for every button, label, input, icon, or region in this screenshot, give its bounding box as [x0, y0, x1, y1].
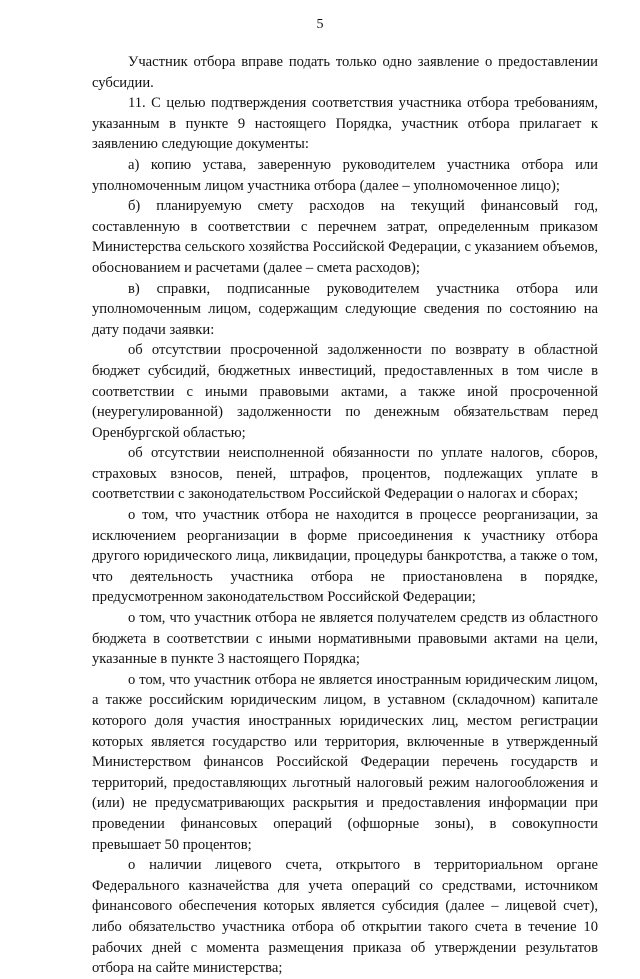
- paragraph-clause-11-intro: 11. С целью подтверждения соответствия участника отбора требованиям, указанным в пункте 9 настоящего Порядка, участник отбора прилагает к заявлению следующие документы:: [92, 95, 598, 153]
- paragraph-not-budget-recipient: о том, что участник отбора не является получателем средств из областного бюджета в соответствии с иными нормативными правовыми актами на цели, указанные в пункте 3 настоящего Порядка;: [92, 610, 598, 668]
- paragraph-no-tax-arrears: об отсутствии неисполненной обязанности по уплате налогов, сборов, страховых взносов, пеней, штрафов, процентов, подлежащих уплате в соответствии с законодательством Российской Федерации о налогах и сборах;: [92, 445, 598, 503]
- paragraph-no-reorganization: о том, что участник отбора не находится в процессе реорганизации, за исключением реорганизации в форме присоединения к участнику отбора другого юридического лица, ликвидации, процедуры банкротства, а также о том, что деятельность участника отбора не приостановлена в порядке, предусмотренном законодательством Российской Федерации;: [92, 507, 598, 606]
- document-body: [92, 52, 598, 979]
- paragraph-item-v-certificates: в) справки, подписанные руководителем участника отбора или уполномоченным лицом, содержащим следующие сведения по состоянию на дату подачи заявки:: [92, 280, 598, 338]
- paragraph-single-application: Участник отбора вправе подать только одно заявление о предоставлении субсидии.: [92, 54, 598, 91]
- paragraph-personal-account: о наличии лицевого счета, открытого в территориальном органе Федерального казначейства для учета операций со средствами, источником финансового обеспечения которых является субсидия (далее – лицевой счет), либо обязательство участника отбора об открытии такого счета в течение 10 рабочих дней с момента размещения приказа об утверждении результатов отбора на сайте министерства;: [92, 857, 598, 977]
- paragraph-item-b-expense-estimate: б) планируемую смету расходов на текущий финансовый год, составленную в соответствии с перечнем затрат, определенным приказом Министерства сельского хозяйства Российской Федерации, с указанием объемов, обоснованием и расчетами (далее – смета расходов);: [92, 198, 598, 276]
- paragraph-item-a-charter-copy: а) копию устава, заверенную руководителем участника отбора или уполномоченным лицом участника отбора (далее – уполномоченное лицо);: [92, 156, 598, 194]
- paragraph-no-overdue-debt: об отсутствии просроченной задолженности по возврату в областной бюджет субсидий, бюджетных инвестиций, предоставленных в том числе в соответствии с иными правовыми актами, а также иной просроченной (неурегулированной) задолженности по денежным обязательствам перед Оренбургской областью;: [92, 342, 598, 441]
- paragraph-not-foreign-entity: о том, что участник отбора не является иностранным юридическим лицом, а также российским юридическим лицом, в уставном (складочном) капитале которого доля участия иностранных юридических лиц, местом регистрации которых является государство или территория, включенные в утвержденный Министерством финансов Российской Федерации перечень государств и территорий, предоставляющих льготный налоговый режим налогообложения и (или) не предусматривающих раскрытия и предоставления информации при проведении финансовых операций (офшорные зоны), в совокупности превышает 50 процентов;: [92, 671, 598, 853]
- page-number: 5: [316, 17, 324, 32]
